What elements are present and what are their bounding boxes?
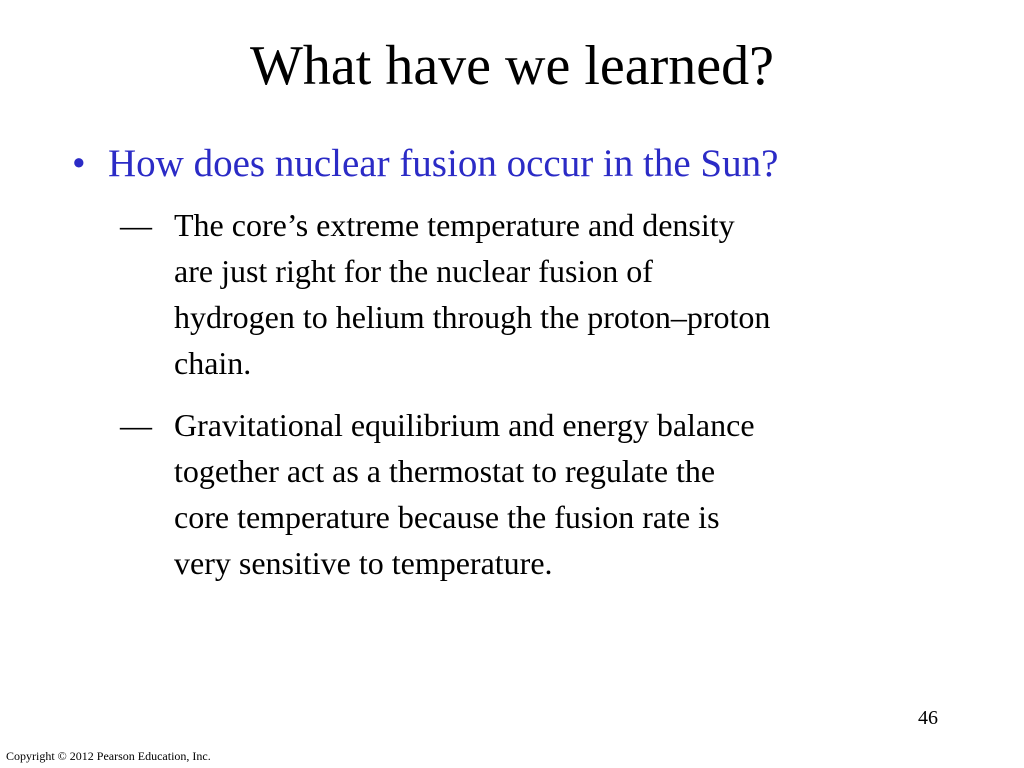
text-line: together act as a thermostat to regulate the (174, 453, 716, 489)
sub-bullet-dash: — (120, 207, 152, 243)
slide-title: What have we learned? (250, 35, 774, 97)
text-line: core temperature because the fusion rate is (174, 499, 720, 535)
page-number: 46 (918, 707, 938, 729)
text-line: The core’s extreme temperature and density (174, 207, 735, 243)
sub-bullet-text (174, 202, 770, 386)
text-line: chain. (174, 345, 252, 381)
copyright-notice: Copyright © 2012 Pearson Education, Inc. (6, 749, 211, 763)
text-line: hydrogen to helium through the proton–proton (174, 299, 771, 335)
text-line: Gravitational equilibrium and energy balance (174, 407, 755, 443)
sub-bullet-text (174, 402, 755, 586)
bullet-marker: • (72, 142, 86, 185)
text-line: are just right for the nuclear fusion of (174, 253, 653, 289)
sub-bullet-dash: — (120, 407, 152, 443)
bullet-question-text: How does nuclear fusion occur in the Sun? (108, 142, 779, 185)
text-line: very sensitive to temperature. (174, 545, 553, 581)
